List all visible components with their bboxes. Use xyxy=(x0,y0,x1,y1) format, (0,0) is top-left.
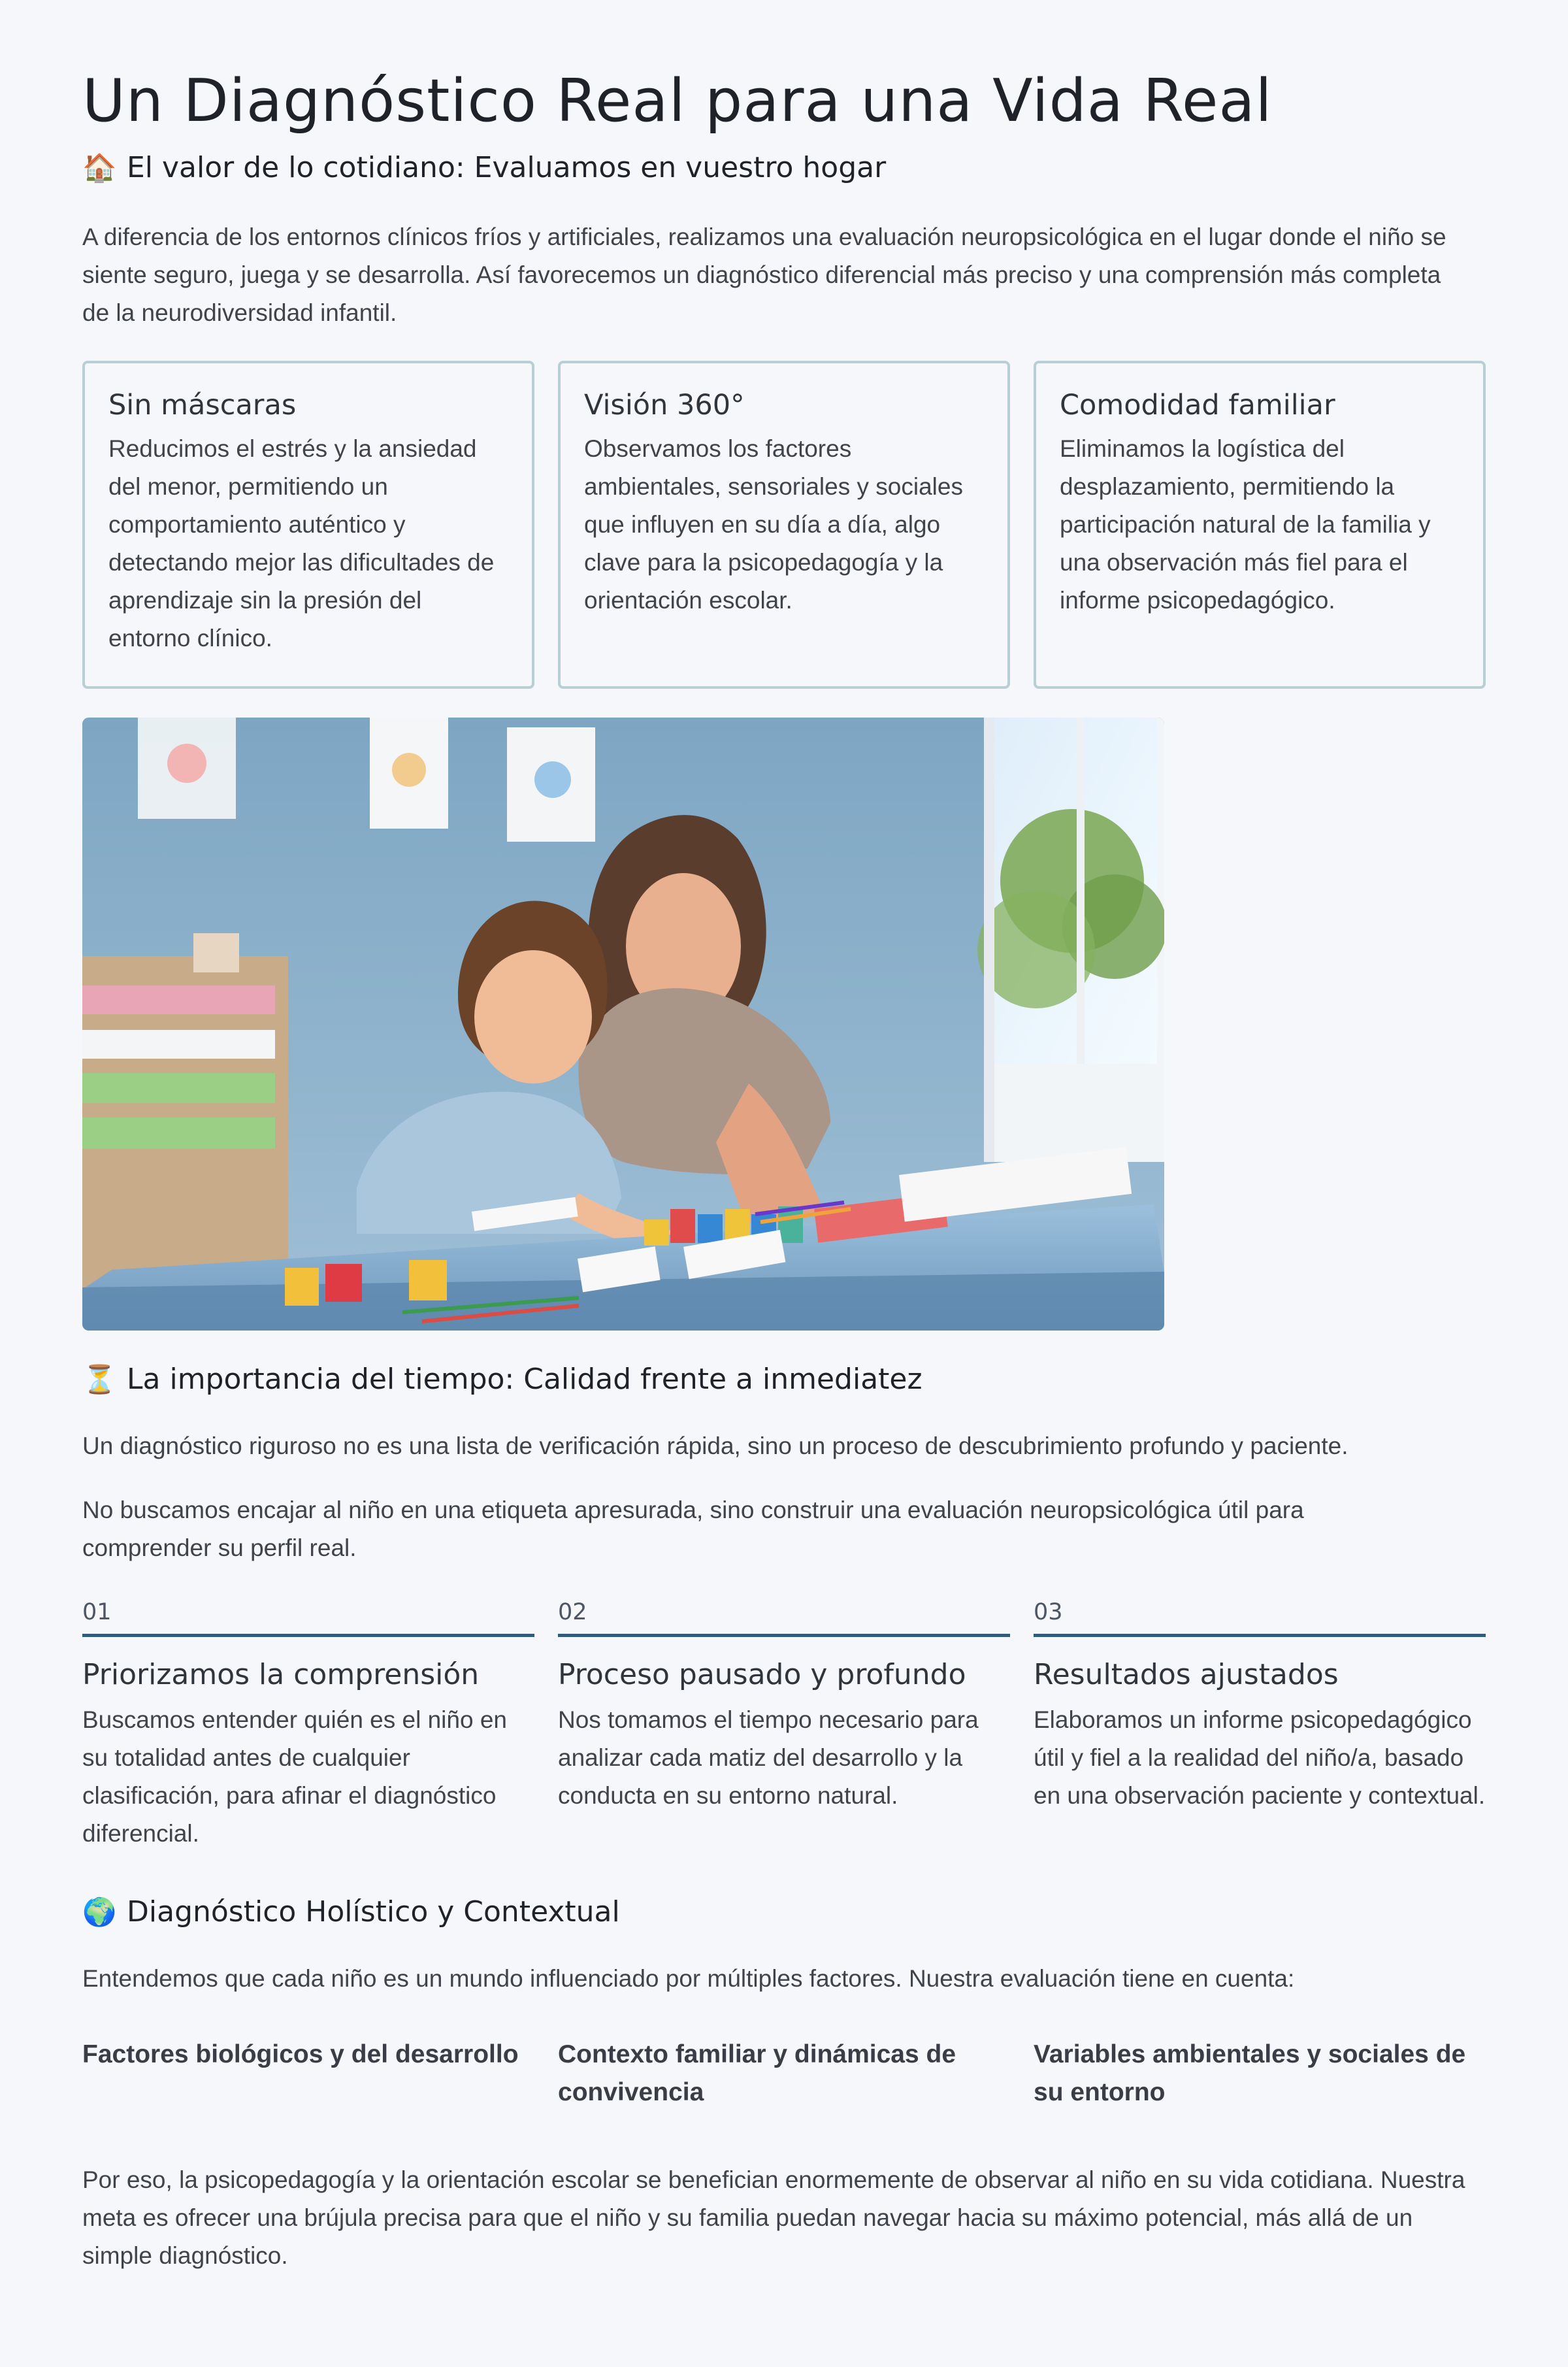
hourglass-icon: ⏳ xyxy=(82,1363,117,1395)
step-text: Buscamos entender quién es el niño en su totalidad antes de cualquier clasificación, para afinar el diagnóstico diferencial. xyxy=(82,1706,507,1847)
page-title: Un Diagnóstico Real para una Vida Real xyxy=(82,67,1273,135)
holistic-factors xyxy=(82,2036,1486,2111)
benefit-card-text: Observamos los factores ambientales, sensoriales y sociales que influyen en su día a día, algo clave para la psicopedagogía y la orientación escolar. xyxy=(584,435,963,614)
factor-family-context: Contexto familiar y dinámicas de convivencia xyxy=(558,2040,956,2106)
child-and-therapist-illustration xyxy=(82,718,1164,1331)
holistic-section-heading xyxy=(82,1891,1486,1934)
factor-biological: Factores biológicos y del desarrollo xyxy=(82,2040,519,2068)
holistic-section-heading-text: Diagnóstico Holístico y Contextual xyxy=(127,1895,620,1928)
process-step-03 xyxy=(1034,1596,1486,1853)
benefit-card-text: Reducimos el estrés y la ansiedad del menor, permitiendo un comportamiento auténtico y detectando mejor las dificultades de aprendizaje sin la presión del entorno clínico. xyxy=(108,435,495,652)
closing-paragraph: Por eso, la psicopedagogía y la orientación escolar se benefician enormemente de observar al niño en su vida cotidiana. Nuestra meta es ofrecer una brújula precisa para que el niño y su familia puedan navegar hacia su máximo potencial, más allá de un simple diagnóstico. xyxy=(82,2166,1465,2269)
time-process-steps xyxy=(82,1596,1486,1853)
factor-environmental-social: Variables ambientales y sociales de su entorno xyxy=(1034,2040,1466,2106)
benefit-card-vision-360 xyxy=(558,361,1010,689)
benefit-card-title: Comodidad familiar xyxy=(1060,389,1335,422)
process-step-02 xyxy=(558,1596,1010,1853)
step-title: Proceso pausado y profundo xyxy=(558,1658,966,1691)
benefit-card-sin-mascaras xyxy=(82,361,534,689)
benefit-cards xyxy=(82,361,1486,689)
time-section-heading xyxy=(82,1358,1486,1401)
step-title: Priorizamos la comprensión xyxy=(82,1658,480,1691)
globe-icon: 🌍 xyxy=(82,1896,117,1928)
step-title: Resultados ajustados xyxy=(1034,1658,1339,1691)
step-text: Elaboramos un informe psicopedagógico útil y fiel a la realidad del niño/a, basado en una observación paciente y contextual. xyxy=(1034,1706,1486,1809)
time-section-paragraph-1: Un diagnóstico riguroso no es una lista de verificación rápida, sino un proceso de descubrimiento profundo y paciente. xyxy=(82,1432,1348,1459)
process-step-01 xyxy=(82,1596,534,1853)
step-number: 01 xyxy=(82,1596,534,1637)
home-section-heading-text: El valor de lo cotidiano: Evaluamos en vuestro hogar xyxy=(127,151,887,184)
benefit-card-title: Visión 360° xyxy=(584,389,745,422)
time-section-heading-text: La importancia del tiempo: Calidad frente a inmediatez xyxy=(127,1363,923,1396)
holistic-section-intro: Entendemos que cada niño es un mundo influenciado por múltiples factores. Nuestra evaluación tiene en cuenta: xyxy=(82,1965,1295,1992)
time-section-paragraph-2: No buscamos encajar al niño en una etiqueta apresurada, sino construir una evaluación neuropsicológica útil para comprender su perfil real. xyxy=(82,1497,1304,1561)
hero-image-child-evaluation xyxy=(82,718,1164,1331)
benefit-card-text: Eliminamos la logística del desplazamiento, permitiendo la participación natural de la familia y una observación más fiel para el informe psicopedagógico. xyxy=(1060,435,1431,614)
step-number: 02 xyxy=(558,1596,1010,1637)
benefit-card-title: Sin máscaras xyxy=(108,389,297,422)
home-section-intro: A diferencia de los entornos clínicos fríos y artificiales, realizamos una evaluación neuropsicológica en el lugar donde el niño se siente seguro, juega y se desarrolla. Así favorecemos un diagnóstico diferencial más preciso y una comprensión más completa de la neurodiversidad infantil. xyxy=(82,223,1446,326)
house-icon: 🏠 xyxy=(82,152,117,184)
step-number: 03 xyxy=(1034,1596,1486,1637)
home-section-heading xyxy=(82,146,1486,190)
benefit-card-comodidad-familiar xyxy=(1034,361,1486,689)
step-text: Nos tomamos el tiempo necesario para analizar cada matiz del desarrollo y la conducta en su entorno natural. xyxy=(558,1706,979,1809)
